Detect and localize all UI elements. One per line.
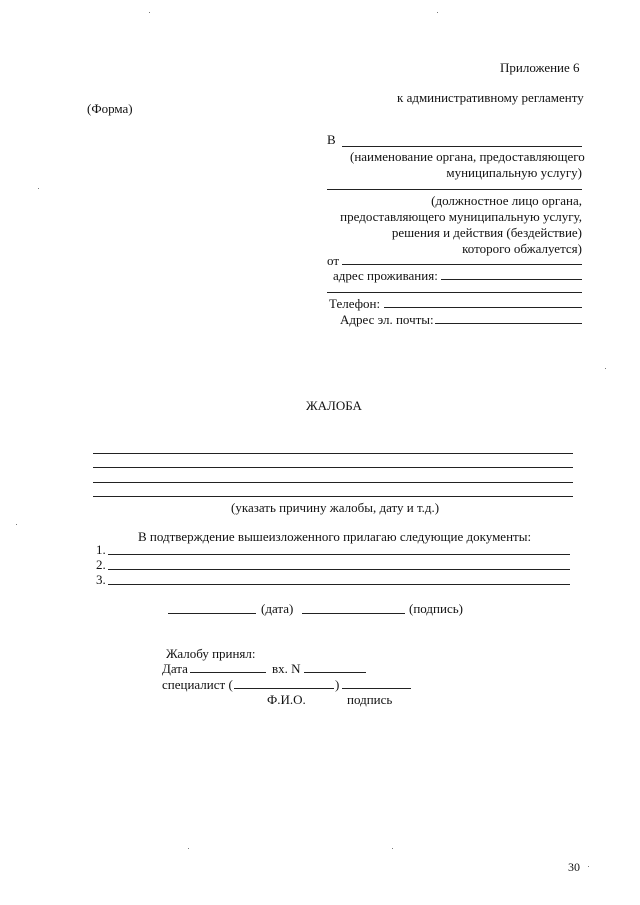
scan-speck	[588, 866, 589, 867]
appendix-number: Приложение 6	[500, 60, 580, 75]
acceptance-title: Жалобу принял:	[166, 646, 256, 661]
acceptance-date-label: Дата	[162, 661, 188, 676]
signature-label: (подпись)	[409, 601, 463, 616]
document-line-2	[108, 569, 570, 570]
sign-label: подпись	[347, 692, 393, 707]
scan-speck	[188, 848, 189, 849]
reason-line-3	[93, 482, 573, 483]
signature-line	[302, 613, 405, 614]
official-caption-line1: (должностное лицо органа,	[431, 193, 582, 208]
document-line-3	[108, 584, 570, 585]
to-prefix: В	[327, 132, 336, 147]
scan-speck	[16, 524, 17, 525]
email-line	[435, 323, 582, 324]
date-line	[168, 613, 256, 614]
specialist-signature-line	[342, 688, 411, 689]
residence-label: адрес проживания:	[333, 268, 438, 283]
document-line-1	[108, 554, 570, 555]
residence-line	[441, 279, 582, 280]
document-number-2: 2.	[96, 557, 106, 572]
specialist-label: специалист (	[162, 677, 233, 692]
phone-label: Телефон:	[329, 296, 381, 311]
incoming-number-label: вх. N	[272, 661, 301, 676]
organization-caption-line1: (наименование органа, предоставляющего	[350, 149, 585, 164]
official-caption-line2: предоставляющего муниципальную услугу,	[340, 209, 582, 224]
phone-line	[384, 307, 582, 308]
documents-intro: В подтверждение вышеизложенного прилагаю следующие документы:	[138, 529, 532, 544]
page-number: 30	[568, 860, 580, 874]
email-label: Адрес эл. почты:	[340, 312, 434, 327]
reason-caption: (указать причину жалобы, дату и т.д.)	[231, 500, 440, 515]
incoming-number-line	[304, 672, 366, 673]
scan-speck	[392, 848, 393, 849]
date-label: (дата)	[261, 601, 294, 616]
scan-speck	[605, 368, 606, 369]
reason-line-4	[93, 496, 573, 497]
complaint-title: ЖАЛОБА	[306, 398, 362, 413]
form-label: (Форма)	[87, 101, 133, 116]
official-caption-line4: которого обжалуется)	[462, 241, 582, 256]
organization-line	[342, 146, 582, 147]
reason-line-2	[93, 467, 573, 468]
acceptance-date-line	[190, 672, 266, 673]
scan-speck	[437, 12, 438, 13]
organization-caption-line2: муниципальную услугу)	[446, 165, 582, 180]
document-number-1: 1.	[96, 542, 106, 557]
specialist-name-line	[234, 688, 334, 689]
reason-line-1	[93, 453, 573, 454]
residence-line-2	[327, 292, 582, 293]
scan-speck	[149, 12, 150, 13]
regulation-reference: к административному регламенту	[397, 90, 584, 105]
official-caption-line3: решения и действия (бездействие)	[391, 225, 582, 240]
fio-label: Ф.И.О.	[267, 692, 306, 707]
scan-speck	[38, 188, 39, 189]
specialist-close-paren: )	[335, 677, 340, 692]
official-line	[327, 189, 582, 190]
from-label: от	[327, 253, 340, 268]
document-number-3: 3.	[96, 572, 106, 587]
from-line	[342, 264, 582, 265]
